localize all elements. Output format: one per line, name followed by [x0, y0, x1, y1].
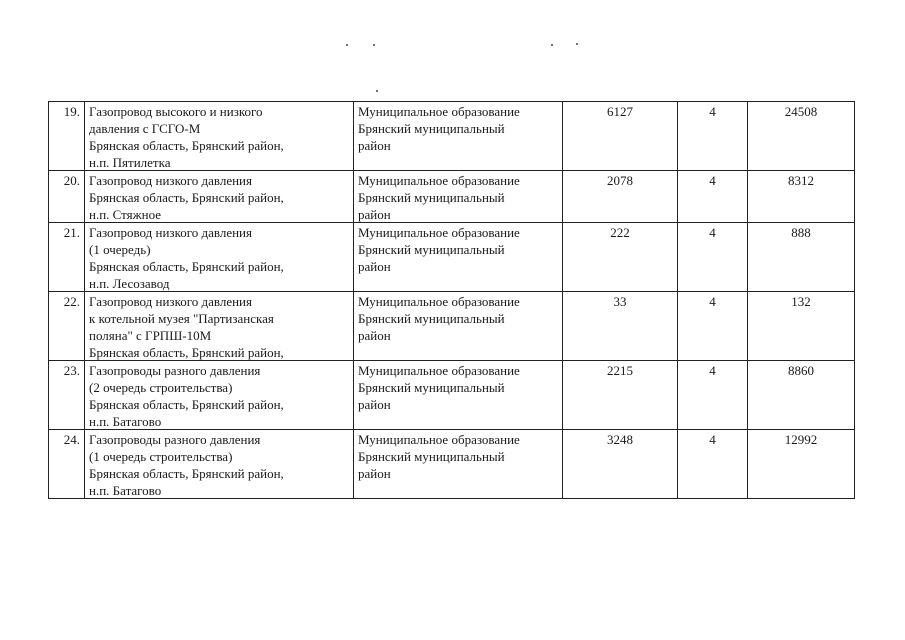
total-cell-text: 12992: [784, 432, 818, 447]
rate-cell-text: 4: [709, 363, 716, 378]
owner-cell: [354, 223, 563, 292]
object-name-cell-text: Газопровод низкого давления (1 очередь) Брянская область, Брянский район, н.п. Лесозавод: [89, 225, 284, 291]
object-name-cell-text: Газопровод низкого давления Брянская область, Брянский район, н.п. Стяжное: [89, 173, 284, 222]
rate-cell: [678, 223, 748, 292]
owner-cell: [354, 430, 563, 499]
owner-cell: [354, 171, 563, 223]
owner-cell-text: Муниципальное образование Брянский муниципальный район: [358, 294, 520, 343]
object-name-cell: [85, 171, 354, 223]
total-cell: [748, 223, 855, 292]
object-name-cell: [85, 223, 354, 292]
row-number-cell: [49, 171, 85, 223]
owner-cell-text: Муниципальное образование Брянский муниципальный район: [358, 432, 520, 481]
row-number-cell: [49, 292, 85, 361]
object-name-cell: [85, 292, 354, 361]
owner-cell: [354, 361, 563, 430]
object-name-cell-text: Газопровод низкого давления к котельной музея "Партизанская поляна" с ГРПШ-10М Брянская область, Брянский район,: [89, 294, 284, 360]
owner-cell: [354, 292, 563, 361]
row-number-cell: [49, 361, 85, 430]
total-cell-text: 8860: [788, 363, 814, 378]
row-number-cell: [49, 430, 85, 499]
gas-pipeline-registry-table: [48, 101, 855, 499]
row-number-cell-text: 23.: [63, 363, 80, 378]
row-number-cell: [49, 102, 85, 171]
total-cell-text: 24508: [784, 104, 818, 119]
total-cell: [748, 171, 855, 223]
owner-cell: [354, 102, 563, 171]
table-row: [49, 223, 855, 292]
object-name-cell-text: Газопроводы разного давления (1 очередь строительства) Брянская область, Брянский район, н.п. Батагово: [89, 432, 284, 498]
table-row: [49, 361, 855, 430]
rate-cell-text: 4: [709, 432, 716, 447]
length-cell: [563, 361, 678, 430]
rate-cell: [678, 292, 748, 361]
object-name-cell-text: Газопроводы разного давления (2 очередь строительства) Брянская область, Брянский район, н.п. Батагово: [89, 363, 284, 429]
rate-cell: [678, 171, 748, 223]
length-cell: [563, 102, 678, 171]
length-cell-text: 33: [613, 294, 627, 309]
total-cell: [748, 102, 855, 171]
length-cell-text: 2078: [607, 173, 633, 188]
table-row: [49, 102, 855, 171]
table-row: [49, 292, 855, 361]
rate-cell-text: 4: [709, 173, 716, 188]
length-cell-text: 6127: [607, 104, 633, 119]
owner-cell-text: Муниципальное образование Брянский муниципальный район: [358, 104, 520, 153]
scan-speck: [346, 44, 348, 46]
total-cell-text: 8312: [788, 173, 814, 188]
object-name-cell: [85, 430, 354, 499]
object-name-cell: [85, 361, 354, 430]
total-cell: [748, 292, 855, 361]
scan-speck: [373, 44, 375, 46]
rate-cell-text: 4: [709, 225, 716, 240]
table-body: [49, 102, 855, 499]
length-cell-text: 3248: [607, 432, 633, 447]
scan-speck: [376, 90, 378, 92]
object-name-cell-text: Газопровод высокого и низкого давления с ГСГО-М Брянская область, Брянский район, н.п. Пятилетка: [89, 104, 284, 170]
length-cell-text: 222: [610, 225, 630, 240]
owner-cell-text: Муниципальное образование Брянский муниципальный район: [358, 363, 520, 412]
rate-cell: [678, 430, 748, 499]
object-name-cell: [85, 102, 354, 171]
length-cell: [563, 223, 678, 292]
rate-cell-text: 4: [709, 104, 716, 119]
owner-cell-text: Муниципальное образование Брянский муниципальный район: [358, 173, 520, 222]
length-cell: [563, 292, 678, 361]
table-row: [49, 430, 855, 499]
row-number-cell-text: 19.: [63, 104, 80, 119]
row-number-cell-text: 20.: [63, 173, 80, 188]
rate-cell: [678, 102, 748, 171]
rate-cell: [678, 361, 748, 430]
scan-speck: [551, 44, 553, 46]
total-cell: [748, 430, 855, 499]
total-cell: [748, 361, 855, 430]
total-cell-text: 888: [791, 225, 811, 240]
total-cell-text: 132: [791, 294, 811, 309]
length-cell: [563, 171, 678, 223]
owner-cell-text: Муниципальное образование Брянский муниципальный район: [358, 225, 520, 274]
length-cell-text: 2215: [607, 363, 633, 378]
row-number-cell-text: 21.: [63, 225, 80, 240]
row-number-cell: [49, 223, 85, 292]
scan-speck: [576, 43, 578, 45]
table-row: [49, 171, 855, 223]
row-number-cell-text: 24.: [63, 432, 80, 447]
row-number-cell-text: 22.: [63, 294, 80, 309]
rate-cell-text: 4: [709, 294, 716, 309]
length-cell: [563, 430, 678, 499]
